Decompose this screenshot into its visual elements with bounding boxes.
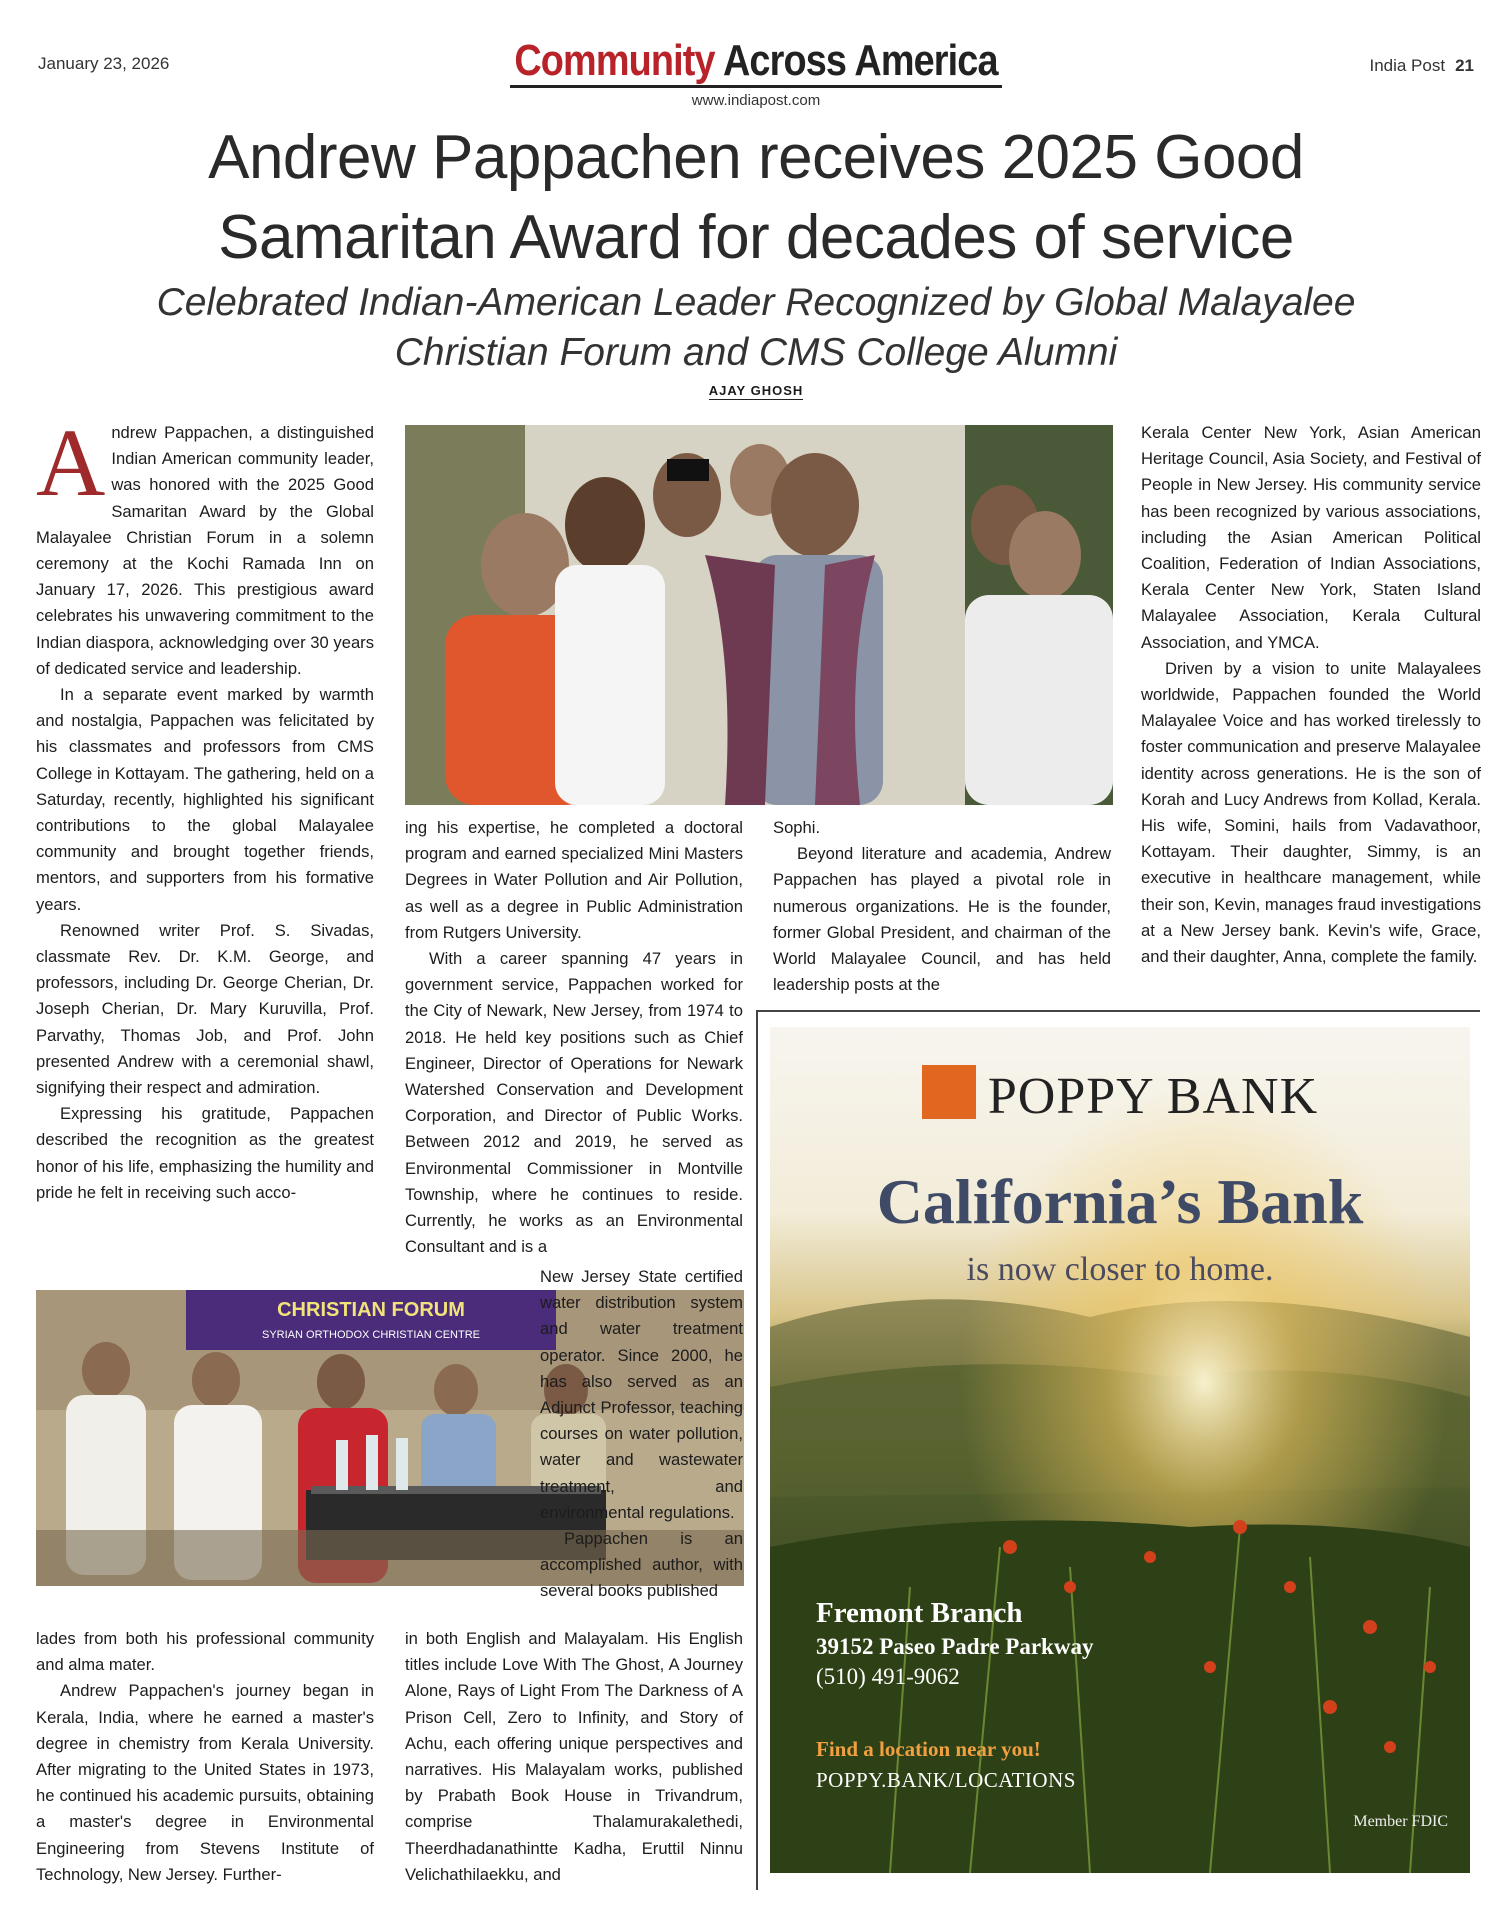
paragraph: Pappachen is an accomplished author, with several books published xyxy=(540,1529,743,1601)
paragraph: Beyond literature and academia, Andrew Pappachen has played a pivotal role in numerous organizations. He is the founder, former Global President, and chairman of the World Malayalee Council, and has held leadership posts at the xyxy=(773,844,1111,995)
ad-title: California’s Bank xyxy=(876,1166,1364,1237)
branch-phone[interactable]: (510) 491-9062 xyxy=(816,1664,960,1689)
banner-text: CHRISTIAN FORUM xyxy=(277,1299,465,1321)
page-folio xyxy=(1369,56,1474,76)
branch-name: Fremont Branch xyxy=(816,1597,1023,1629)
masthead xyxy=(106,36,1406,86)
locations-url[interactable]: POPPY.BANK/LOCATIONS xyxy=(816,1768,1076,1792)
drop-cap: A xyxy=(36,409,106,516)
brand-name: POPPY BANK xyxy=(987,1068,1319,1125)
paragraph-text: ndrew Pappachen, a distinguished Indian American community leader, was honored with the 2025 Good Samaritan Award by the Global Malayalee Christian Forum in a solemn ceremony at the Kochi Ramada Inn on January 17, 2026. This prestigious award celebrates his unwavering commitment to the Indian diaspora, acknowledging over 30 years of dedicated service and leadership. xyxy=(36,423,374,678)
paragraph: With a career spanning 47 years in government service, Pappachen worked for the City of Newark, New Jersey, from 1974 to 2018. He held key positions such as Chief Engineer, Director of Operations for Newark Watershed Conservation and Development Corporation, and Director of Public Works. Between 2012 and 2019, he served as Environmental Commissioner in Montville Township, where he continues to reside. Currently, he works as an Environmental Consultant and is a xyxy=(405,949,743,1257)
paragraph: Renowned writer Prof. S. Sivadas, classmate Rev. Dr. K.M. George, and professors, including Dr. George Cherian, Dr. Joseph Cherian, Dr. Mary Kuruvilla, Prof. Parvathy, Thomas Job, and Prof. John presented Andrew with a ceremonial shawl, signifying their respect and admiration. xyxy=(36,920,374,1098)
page-number: 21 xyxy=(1455,56,1474,75)
fdic-notice: Member FDIC xyxy=(1353,1813,1448,1830)
masthead-community: Community xyxy=(514,36,715,85)
column-2-bottom xyxy=(405,1626,743,1888)
shawl-ceremony-photo xyxy=(405,425,1113,805)
branch-address: 39152 Paseo Padre Parkway xyxy=(816,1634,1094,1659)
column-1-top xyxy=(36,409,374,1206)
poppy-bank-ad[interactable] xyxy=(770,1027,1470,1873)
paragraph: Driven by a vision to unite Malayalees worldwide, Pappachen founded the World Malayalee Voice and has worked tirelessly to foster communication and preserve Malayalee identity across generations. He is the son of Korah and Lucy Andrews from Kollad, Kerala. His wife, Somini, hails from Vadavathoor, Kottayam. Their daughter, Simmy, is an executive in healthcare management, while their son, Kevin, manages fraud investigations at a New Jersey bank. Kevin's wife, Grace, and their daughter, Anna, complete the family. xyxy=(1141,658,1481,967)
paragraph: in both English and Malayalam. His English titles include Love With The Ghost, A Journey Alone, Rays of Light From The Darkness of A Prison Cell, Zero to Infinity, and Story of Achu, each offering unique perspectives and narratives. His Malayalam works, published by Prabath Book House in Trivandrum, comprise Thalamurakalethedi, Theerdhadanathintte Kadha, Eruttil Ninnu Velichathilaekku, and xyxy=(405,1629,743,1884)
byline xyxy=(0,383,1512,398)
ad-tagline: is now closer to home. xyxy=(966,1251,1274,1288)
column-4 xyxy=(1141,420,1481,970)
headline xyxy=(60,118,1452,278)
column-1-bottom xyxy=(36,1626,374,1888)
masthead-across-america: Across America xyxy=(722,36,998,85)
cta-text: Find a location near you! xyxy=(816,1737,1041,1761)
subheadline xyxy=(30,278,1482,378)
paragraph xyxy=(36,409,374,682)
website: www.indiapost.com xyxy=(691,92,821,109)
column-2-top xyxy=(405,815,743,1260)
subhead-line-1: Celebrated Indian-American Leader Recognized by Global Malayalee xyxy=(156,281,1356,324)
paragraph: In a separate event marked by warmth and nostalgia, Pappachen was felicitated by his classmates and professors from CMS College in Kottayam. The gathering, held on a Saturday, recently, highlighted his significant contributions to the global Malayalee community and brought together friends, mentors, and supporters from his formative years. xyxy=(36,685,374,914)
column-3 xyxy=(773,815,1111,998)
branch-info xyxy=(816,1597,1093,1690)
issue-date: January 23, 2026 xyxy=(38,54,170,73)
publication-name: India Post xyxy=(1369,56,1446,75)
headline-line-2: Samaritan Award for decades of service xyxy=(218,203,1294,272)
paragraph: Kerala Center New York, Asian American Heritage Council, Asia Society, and Festival of People in New Jersey. His community service has been recognized by various associations, including the Asian American Political Coalition, Federation of Indian Associations, Kerala Center New York, Staten Island Malayalee Association, Kerala Cultural Association, and YMCA. xyxy=(1141,423,1481,652)
subhead-line-2: Christian Forum and CMS College Alumni xyxy=(394,331,1118,374)
shawl-photo-illustration xyxy=(405,425,1113,805)
poppy-bank-logo xyxy=(770,1065,1470,1126)
column-2-wrap xyxy=(540,1264,743,1605)
poppy-flower-icon xyxy=(922,1065,976,1119)
location-cta xyxy=(816,1737,1076,1793)
masthead-rule xyxy=(510,85,1002,88)
byline-author: AJAY GHOSH xyxy=(708,383,804,398)
headline-line-1: Andrew Pappachen receives 2025 Good xyxy=(208,123,1304,192)
paragraph: Sophi. xyxy=(773,818,821,837)
paragraph: New Jersey State certified water distribution system and water treatment operator. Since 2000, he has also served as an Adjunct Professor, teaching courses on water pollution, water and wastewater treatment, and environmental regulations. xyxy=(540,1267,743,1522)
paragraph: lades from both his professional community and alma mater. xyxy=(36,1629,374,1675)
paragraph: ing his expertise, he completed a doctoral program and earned specialized Mini Masters Degrees in Water Pollution and Air Pollution, as well as a degree in Public Administration from Rutgers University. xyxy=(405,818,743,942)
banner-subtext: SYRIAN ORTHODOX CHRISTIAN CENTRE xyxy=(262,1329,480,1341)
paragraph: Expressing his gratitude, Pappachen described the recognition as the greatest honor of his life, emphasizing the humility and pride he felt in receiving such acco- xyxy=(36,1104,374,1202)
paragraph: Andrew Pappachen's journey began in Kerala, India, where he earned a master's degree in chemistry from Kerala University. After migrating to the United States in 1973, he continued his academic pursuits, obtaining a master's degree in Environmental Engineering from Stevens Institute of Technology, New Jersey. Further- xyxy=(36,1681,374,1884)
